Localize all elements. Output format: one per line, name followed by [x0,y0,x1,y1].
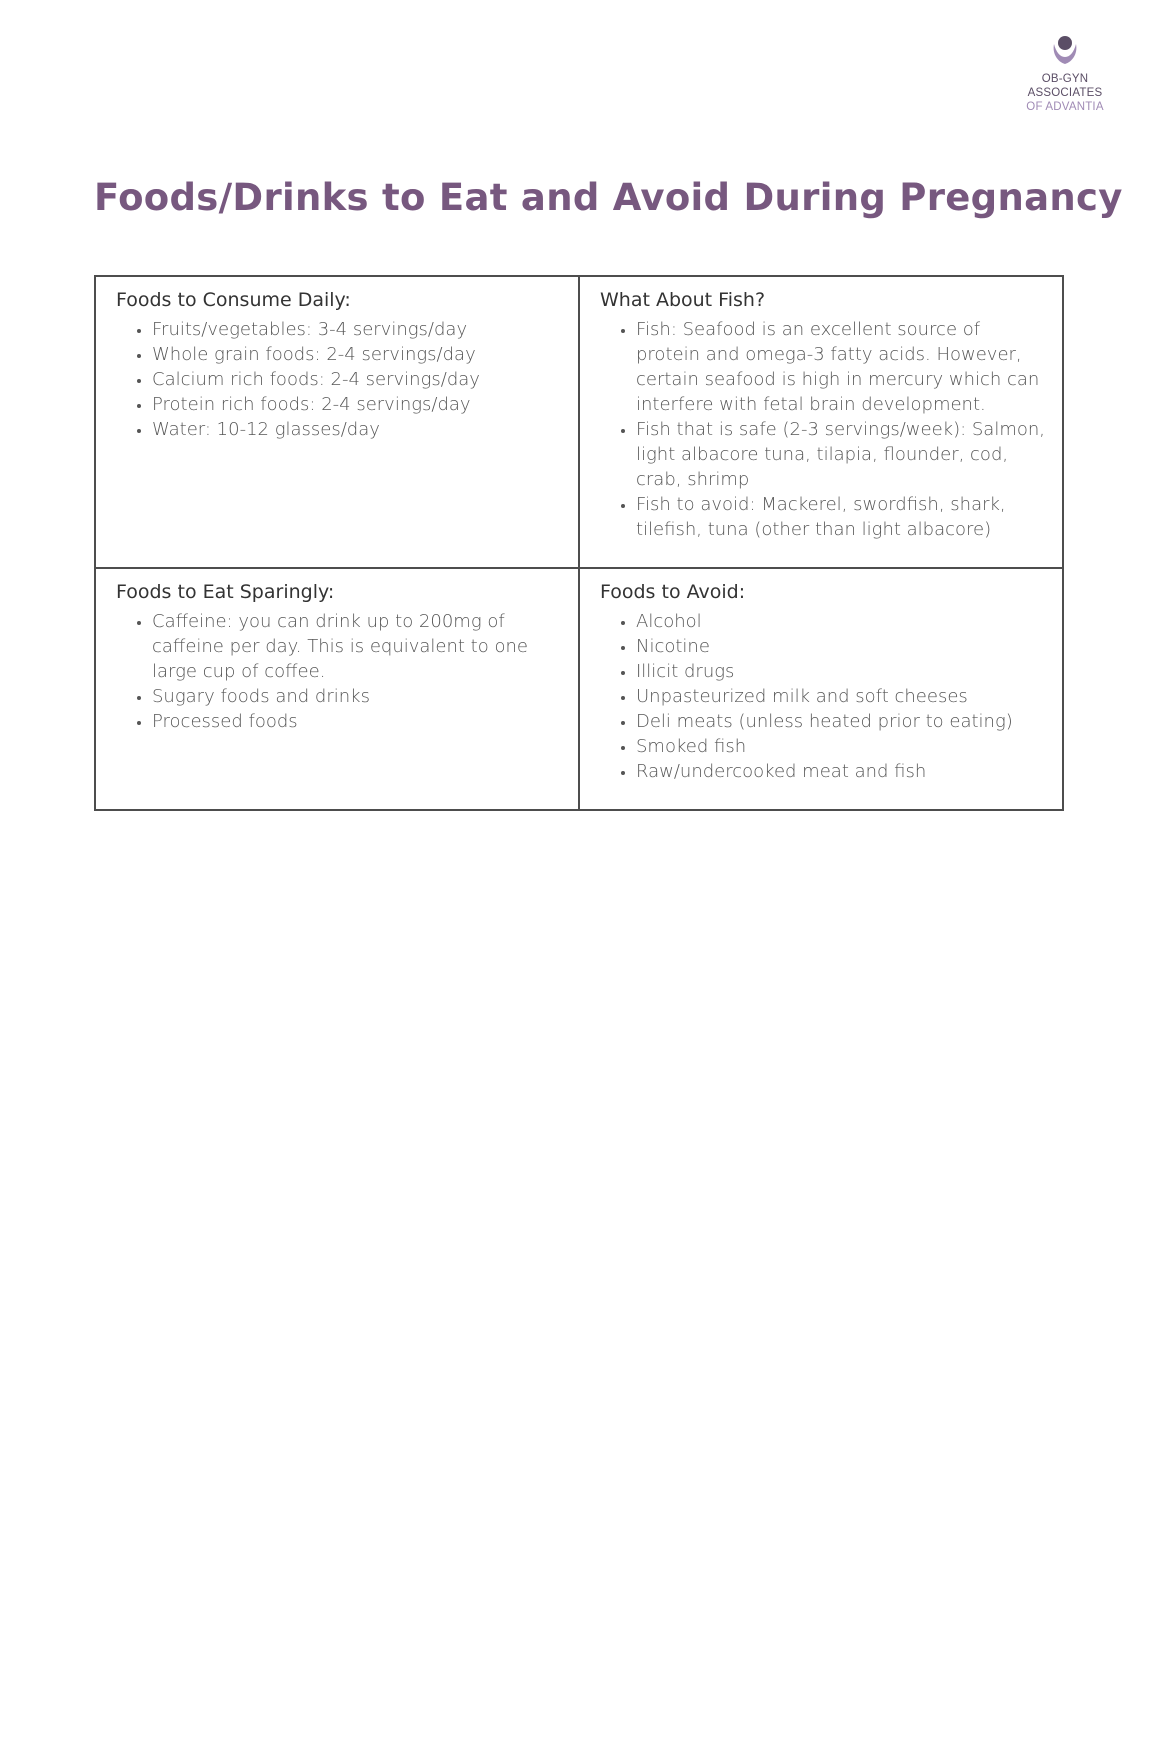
list-item: • Fish to avoid: Mackerel, swordfish, shark, tilefish, tuna (other than light albacore) [636,492,1048,542]
cell-heading: Foods to Eat Sparingly: [116,581,335,603]
list-item: • Protein rich foods: 2-4 servings/day [152,392,564,417]
list-item: • Sugary foods and drinks [152,684,564,709]
list-item: • Illicit drugs [636,659,1048,684]
logo-line-1: OB-GYN [1041,73,1089,85]
cell-heading: Foods to Consume Daily: [116,289,351,311]
list-item: • Smoked fish [636,734,1048,759]
list-item: • Processed foods [152,709,564,734]
cell-heading: What About Fish? [600,289,766,311]
list-item: • Unpasteurized milk and soft cheeses [636,684,1048,709]
list-item: • Alcohol [636,609,1048,634]
cell-list [600,317,1048,542]
table-row [95,568,1063,810]
list-item: • Calcium rich foods: 2-4 servings/day [152,367,564,392]
cell-list [116,609,564,734]
list-item: • Deli meats (unless heated prior to eating) [636,709,1048,734]
list-item: • Fish that is safe (2-3 servings/week): Salmon, light albacore tuna, tilapia, flounder, cod, crab, shrimp [636,417,1048,492]
list-item: • Water: 10-12 glasses/day [152,417,564,442]
page-title: Foods/Drinks to Eat and Avoid During Pregnancy [94,176,1123,219]
list-item: • Raw/undercooked meat and fish [636,759,1048,784]
logo [1010,34,1120,114]
logo-line-2: ASSOCIATES [1027,87,1103,99]
food-guide-table [94,275,1064,811]
list-item: • Nicotine [636,634,1048,659]
cell-consume-daily [95,276,579,568]
cell-about-fish [579,276,1063,568]
cell-heading: Foods to Avoid: [600,581,746,603]
cell-foods-to-avoid [579,568,1063,810]
logo-line-3: OF ADVANTIA [1026,101,1104,113]
list-item: • Fruits/vegetables: 3-4 servings/day [152,317,564,342]
cell-eat-sparingly [95,568,579,810]
table-row [95,276,1063,568]
cell-list [600,609,1048,784]
list-item: • Caffeine: you can drink up to 200mg of caffeine per day. This is equivalent to one large cup of coffee. [152,609,564,684]
list-item: • Whole grain foods: 2-4 servings/day [152,342,564,367]
cell-list [116,317,564,442]
logo-mark-icon [1050,34,1080,68]
list-item: • Fish: Seafood is an excellent source of protein and omega-3 fatty acids. However, certain seafood is high in mercury which can interfere with fetal brain development. [636,317,1048,417]
